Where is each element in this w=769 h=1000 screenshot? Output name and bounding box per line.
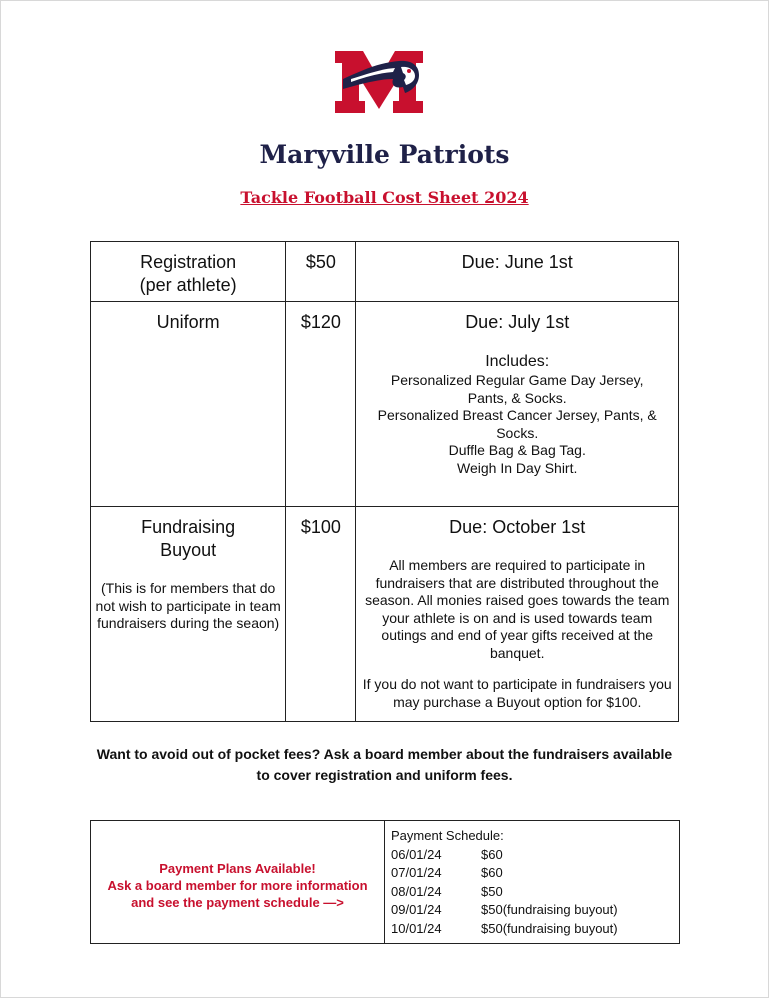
- item-note: (This is for members that do not wish to participate in team fundraisers during the seaon): [95, 580, 281, 631]
- item-cell: [91, 242, 286, 302]
- schedule-row: [391, 901, 679, 920]
- schedule-row: [391, 920, 679, 939]
- payment-plans-cell: [91, 821, 385, 944]
- schedule-date: 09/01/24: [391, 902, 442, 917]
- schedule-title: Payment Schedule:: [391, 828, 504, 843]
- payment-plan-table: [90, 820, 680, 944]
- item-name: Uniform: [156, 312, 220, 332]
- schedule-row: [391, 883, 679, 902]
- item-name: Fundraising: [141, 517, 236, 537]
- buyout-note: If you do not want to participate in fundraisers you may purchase a Buyout option for $100.: [362, 676, 672, 710]
- page-title: Maryville Patriots: [259, 140, 510, 169]
- patriots-logo: [333, 49, 425, 115]
- payment-plans-heading: Payment Plans Available!: [159, 861, 316, 876]
- table-row: [91, 302, 679, 507]
- item-name-line2: (per athlete): [139, 275, 237, 295]
- table-row: [91, 507, 679, 722]
- include-item: Weigh In Day Shirt.: [457, 459, 578, 476]
- price: $50: [305, 252, 336, 272]
- item-name-line2: Buyout: [160, 540, 217, 560]
- includes-label: Includes:: [485, 353, 550, 370]
- include-item: Personalized Regular Game Day Jersey, Pants, & Socks.: [390, 372, 644, 406]
- price-cell: [286, 242, 356, 302]
- item-cell: [91, 507, 286, 722]
- payment-plans-line: Ask a board member for more information: [107, 878, 368, 893]
- schedule-amount: $50: [481, 883, 503, 899]
- payment-plans-line: and see the payment schedule —>: [131, 895, 344, 910]
- due-cell: [356, 507, 679, 722]
- item-cell: [91, 302, 286, 507]
- price: $100: [300, 517, 341, 537]
- due-cell: [356, 302, 679, 507]
- schedule-date: 07/01/24: [391, 865, 442, 880]
- schedule-amount: $60: [481, 865, 503, 880]
- due-date: Due: July 1st: [465, 312, 570, 332]
- schedule-date: 06/01/24: [391, 846, 442, 862]
- payment-schedule-cell: [385, 821, 680, 944]
- schedule-date: 08/01/24: [391, 883, 442, 899]
- fee-callout: Want to avoid out of pocket fees? Ask a board member about the fundraisers available to cover registration and uniform fees.: [96, 746, 673, 783]
- cost-table: [90, 241, 679, 722]
- schedule-date: 10/01/24: [391, 920, 442, 936]
- schedule-amount: $50(fundraising buyout): [481, 920, 618, 936]
- due-date: Due: June 1st: [461, 252, 573, 272]
- include-item: Duffle Bag & Bag Tag.: [448, 442, 586, 458]
- include-item: Personalized Breast Cancer Jersey, Pants, & Socks.: [377, 407, 657, 441]
- due-cell: [356, 242, 679, 302]
- page-subtitle: Tackle Football Cost Sheet 2024: [240, 188, 529, 207]
- item-name: Registration: [140, 252, 237, 272]
- price-cell: [286, 302, 356, 507]
- schedule-row: [391, 864, 679, 883]
- schedule-amount: $60: [481, 846, 503, 862]
- table-row: [91, 242, 679, 302]
- fundraising-description: All members are required to participate in fundraisers that are distributed throughout the season. All monies raised goes towards the team your athlete is on and is used towards team outings and end of year gifts received at the banquet.: [365, 557, 670, 661]
- price: $120: [300, 312, 341, 332]
- due-date: Due: October 1st: [449, 517, 586, 537]
- price-cell: [286, 507, 356, 722]
- schedule-amount: $50(fundraising buyout): [481, 902, 618, 917]
- schedule-row: [391, 846, 679, 865]
